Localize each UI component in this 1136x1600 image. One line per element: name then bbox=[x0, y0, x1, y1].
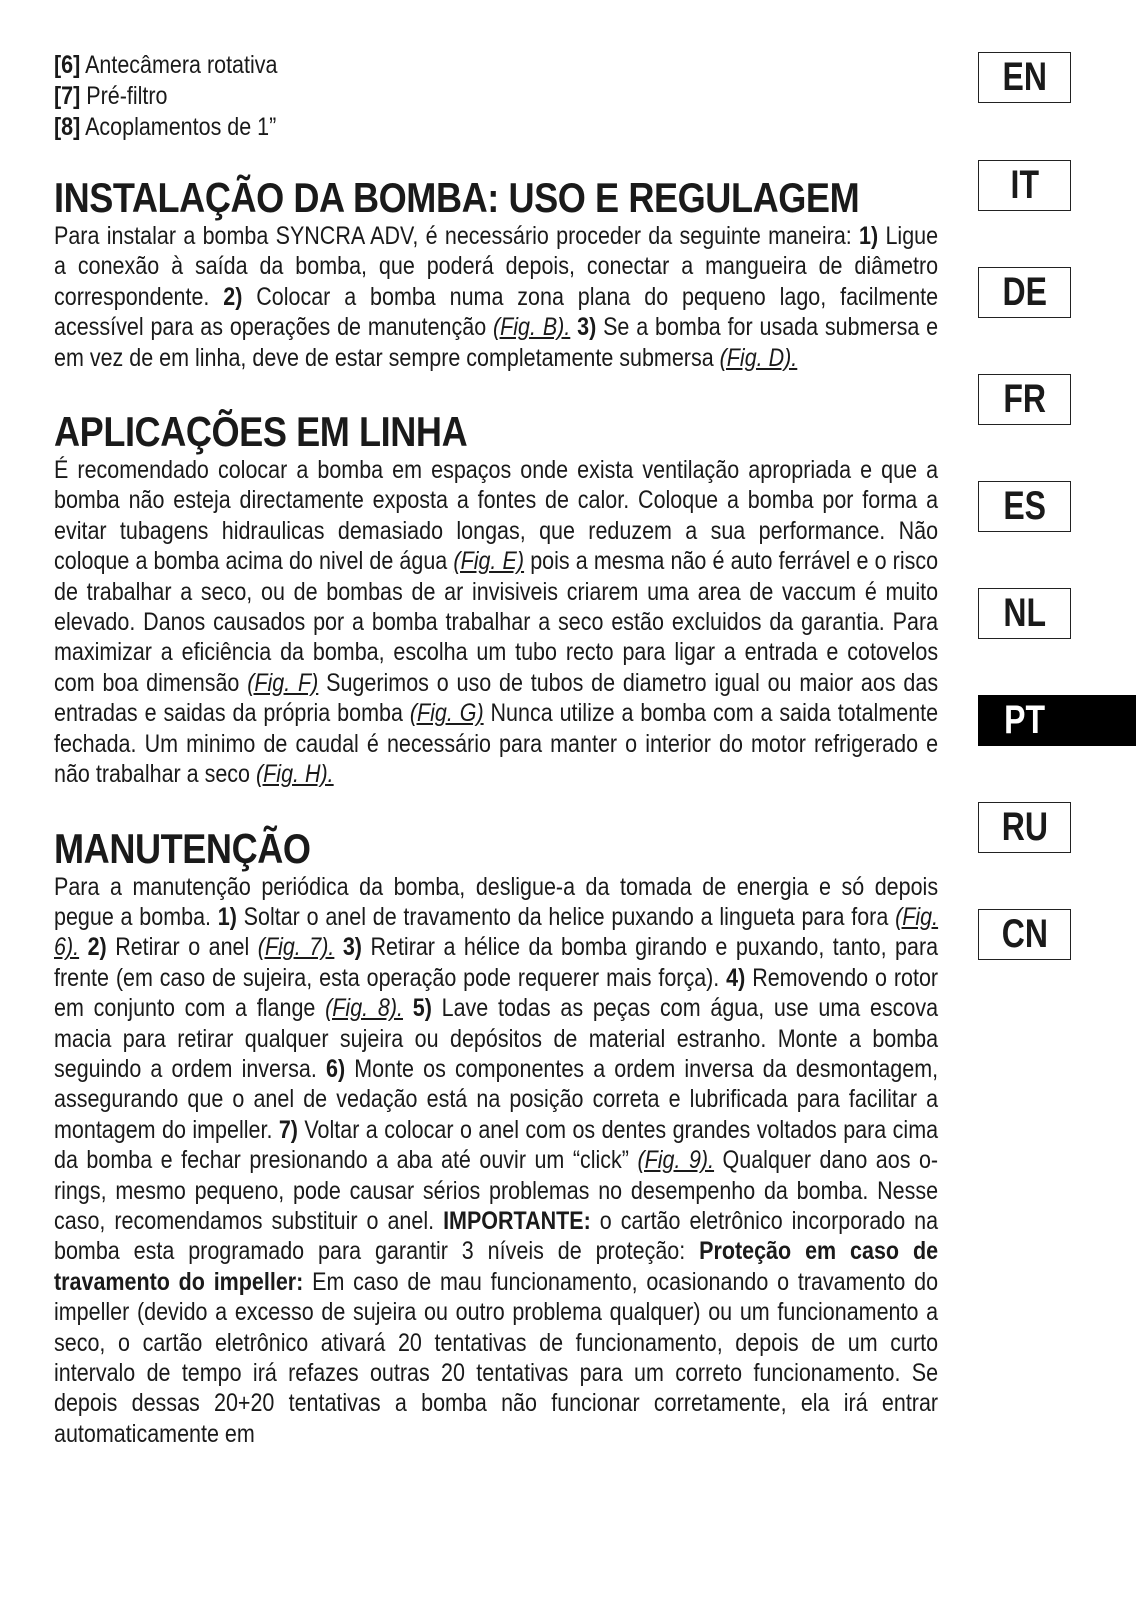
section-title-inline: APLICAÇÕES EM LINHA bbox=[54, 408, 468, 456]
document-body bbox=[54, 50, 939, 1448]
figure-reference: (Fig. 7). bbox=[257, 933, 335, 962]
section-body-maintenance: Para a manutenção periódica da bomba, desligue-a da tomada de energia e só depois pegue a bomba. 1) Soltar o anel de travamento da helice puxando a lingueta para fora (Fig. 6). 2) Retirar o anel (Fig. 7). 3) Retirar a hélice da bomba girando e puxando, tanto, para frente (em caso de sujeira, esta operação pode requerer mais força). 4) Removendo o rotor em conjunto com a flange (Fig. 8). 5) Lave todas as peças com água, use uma escova macia para retirar qualquer sujeira ou depósitos de material estranho. Monte a bomba seguindo a ordem inversa. 6) Monte os componentes a ordem inversa da desmontagem, assegurando que o anel de vedação está na posição correta e lubrificada para facilitar a montagem do impeller. 7) Voltar a colocar o anel com os dentes grandes voltados para cima da bomba e fechar presionando a aba até ouvir um “click” (Fig. 9). Qualquer dano aos o-rings, mesmo pequeno, pode causar sérios problemas no desempenho da bomba. Nesse caso, recomendamos substituir o anel. IMPORTANTE: o cartão eletrônico incorporado na bomba esta programado para garantir 3 níveis de proteção: Proteção em caso de travamento do impeller: Em caso de mau funcionamento, ocasionando o travamento do impeller (devido a excesso de sujeira ou outro problema qualquer) ou um funcionamento a seco, o cartão eletrônico ativará 20 tentativas de funcionamento, depois de um curto intervalo de tempo irá refazes outras 20 tentativas para um correto funcionamento. Se depois dessas 20+20 tentativas a bomba não funcionar corretamente, ela irá entrar automaticamente em bbox=[54, 872, 939, 1448]
figure-reference: (Fig. F) bbox=[247, 668, 319, 697]
figure-reference: (Fig. H). bbox=[256, 760, 334, 789]
language-tab-de[interactable]: DE bbox=[978, 267, 1071, 318]
part-item: [6] Antecâmera rotativa bbox=[54, 51, 278, 79]
part-item: [7] Pré-filtro bbox=[54, 82, 168, 110]
figure-reference: (Fig. G) bbox=[409, 699, 484, 728]
figure-reference: (Fig. E) bbox=[453, 547, 525, 576]
figure-reference: (Fig. 9). bbox=[637, 1146, 715, 1175]
section-title-maintenance: MANUTENÇÃO bbox=[54, 824, 311, 872]
language-tab-it[interactable]: IT bbox=[978, 160, 1071, 211]
figure-reference: (Fig. D). bbox=[719, 343, 798, 372]
language-tab-cn[interactable]: CN bbox=[978, 909, 1071, 960]
parts-list bbox=[54, 50, 814, 143]
figure-reference: (Fig. B). bbox=[492, 313, 571, 342]
figure-reference: (Fig. 6). bbox=[54, 902, 939, 962]
language-tab-pt[interactable]: PT bbox=[978, 695, 1136, 746]
language-tab-en[interactable]: EN bbox=[978, 52, 1071, 103]
language-tab-ru[interactable]: RU bbox=[978, 802, 1071, 853]
part-item: [8] Acoplamentos de 1” bbox=[54, 113, 277, 141]
language-tab-fr[interactable]: FR bbox=[978, 374, 1071, 425]
section-body-inline: É recomendado colocar a bomba em espaços onde exista ventilação apropriada e que a bomba não esteja directamente exposta a fontes de calor. Coloque a bomba por forma a evitar tubagens hidraulicas demasiado longas, que reduzem a sua performance. Não coloque a bomba acima do nivel de água (Fig. E) pois a mesma não é auto ferrável e o risco de trabalhar a seco, ou de bombas de ar invisiveis criarem uma area de vaccum é muito elevado. Danos causados por a bomba trabalhar a seco estão excluidos da garantia. Para maximizar a eficiência da bomba, escolha um tubo recto para ligar a entrada e cotovelos com boa dimensão (Fig. F) Sugerimos o uso de tubos de diametro igual ou maior aos das entradas e saidas da própria bomba (Fig. G) Nunca utilize a bomba com a saida totalmente fechada. Um minimo de caudal é necessário para manter o interior do motor refrigerado e não trabalhar a seco (Fig. H). bbox=[54, 456, 939, 789]
figure-reference: (Fig. 8). bbox=[325, 994, 403, 1023]
language-tab-nl[interactable]: NL bbox=[978, 588, 1071, 639]
section-body-installation: Para instalar a bomba SYNCRA ADV, é necessário proceder da seguinte maneira: 1) Ligue a conexão à saída da bomba, que poderá depois, conectar a mangueira de diâmetro correspondente. 2) Colocar a bomba numa zona plana do pequeno lago, facilmente acessível para as operações de manutenção (Fig. B). 3) Se a bomba for usada submersa e em vez de em linha, deve de estar sempre completamente submersa (Fig. D). bbox=[54, 222, 939, 372]
section-title-installation: INSTALAÇÃO DA BOMBA: USO E REGULAGEM bbox=[54, 174, 860, 221]
language-tab-es[interactable]: ES bbox=[978, 481, 1071, 532]
